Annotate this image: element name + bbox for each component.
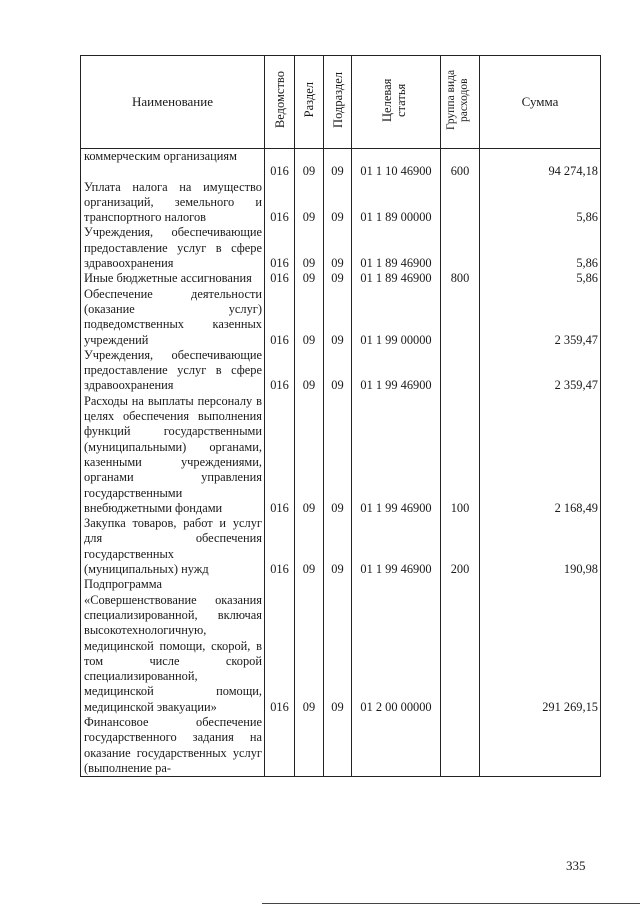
vedomstvo-cell: 016 [265,348,295,394]
table-row [81,577,601,715]
podrazdel-cell: 09 [324,516,352,577]
celevaya-cell: 01 1 99 46900 [352,394,441,516]
podrazdel-cell: 09 [324,348,352,394]
gruppa-cell: 800 [441,271,480,286]
table-row [81,164,601,179]
gruppa-cell [441,577,480,715]
celevaya-cell: 01 2 00 00000 [352,577,441,715]
gruppa-cell [441,180,480,226]
gruppa-cell [441,149,480,165]
vedomstvo-cell [265,149,295,165]
table-body [81,149,601,777]
footer-rule [262,903,640,904]
razdel-cell: 09 [295,180,324,226]
header-razdel: Раздел [295,56,324,149]
gruppa-cell [441,348,480,394]
summa-cell [480,149,601,165]
gruppa-cell [441,715,480,777]
celevaya-cell: 01 1 99 46900 [352,348,441,394]
table-row [81,516,601,577]
vedomstvo-cell: 016 [265,577,295,715]
razdel-cell: 09 [295,348,324,394]
vedomstvo-cell: 016 [265,516,295,577]
gruppa-cell: 100 [441,394,480,516]
razdel-cell: 09 [295,287,324,348]
podrazdel-cell: 09 [324,271,352,286]
summa-cell: 5,86 [480,225,601,271]
name-cell: Финансовое обеспечение государственного задания на оказание государственных услуг (выполнение ра- [81,715,265,777]
celevaya-cell [352,149,441,165]
header-vedomstvo: Ведомство [265,56,295,149]
razdel-cell [295,715,324,777]
celevaya-cell: 01 1 89 46900 [352,225,441,271]
summa-cell: 2 359,47 [480,287,601,348]
celevaya-cell: 01 1 99 00000 [352,287,441,348]
name-cell: Закупка товаров, работ и услуг для обеспечения государственных (муниципальных) нужд [81,516,265,577]
name-cell: Расходы на выплаты персоналу в целях обеспечения выполнения функций государственными (муниципальными) органами, казенными учреждениями, органами управления государственными внебюджетными фондами [81,394,265,516]
celevaya-cell: 01 1 89 00000 [352,180,441,226]
name-cell: Учреждения, обеспечивающие предоставление услуг в сфере здравоохранения [81,225,265,271]
header-podrazdel: Подраздел [324,56,352,149]
podrazdel-cell: 09 [324,577,352,715]
gruppa-cell [441,287,480,348]
celevaya-cell: 01 1 89 46900 [352,271,441,286]
name-cell: коммерческим организациям [81,149,265,165]
summa-cell [480,715,601,777]
name-cell [81,164,265,179]
vedomstvo-cell: 016 [265,394,295,516]
summa-cell: 190,98 [480,516,601,577]
razdel-cell: 09 [295,225,324,271]
vedomstvo-cell: 016 [265,271,295,286]
budget-table [80,55,601,777]
name-cell: Иные бюджетные ассигнования [81,271,265,286]
table-row [81,287,601,348]
razdel-cell: 09 [295,394,324,516]
vedomstvo-cell: 016 [265,287,295,348]
celevaya-cell: 01 1 10 46900 [352,164,441,179]
vedomstvo-cell: 016 [265,225,295,271]
table-row [81,394,601,516]
summa-cell: 2 168,49 [480,394,601,516]
header-name: Наименование [81,56,265,149]
summa-cell: 94 274,18 [480,164,601,179]
summa-cell: 5,86 [480,180,601,226]
celevaya-cell [352,715,441,777]
table-row [81,715,601,777]
table-row [81,348,601,394]
name-cell: Уплата налога на имущество организаций, земельного и транспортного налогов [81,180,265,226]
podrazdel-cell: 09 [324,164,352,179]
table-header [81,56,601,149]
name-cell: Обеспечение деятельности (оказание услуг) подведомственных казенных учреждений [81,287,265,348]
table-row [81,225,601,271]
name-cell: Подпрограмма «Совершенствование оказания специализированной, включая высокотехнологичную, медицинской помощи, скорой, в том числе скорой специализированной, медицинской помощи, медицинской эвакуации» [81,577,265,715]
podrazdel-cell: 09 [324,225,352,271]
vedomstvo-cell [265,715,295,777]
summa-cell: 291 269,15 [480,577,601,715]
podrazdel-cell [324,715,352,777]
gruppa-cell: 200 [441,516,480,577]
podrazdel-cell: 09 [324,180,352,226]
table-row [81,149,601,165]
header-gruppa: Группа вида расходов [441,56,480,149]
gruppa-cell [441,225,480,271]
header-celevaya: Целевая статья [352,56,441,149]
podrazdel-cell [324,149,352,165]
razdel-cell: 09 [295,516,324,577]
razdel-cell: 09 [295,271,324,286]
table-row [81,180,601,226]
podrazdel-cell: 09 [324,287,352,348]
gruppa-cell: 600 [441,164,480,179]
vedomstvo-cell: 016 [265,180,295,226]
summa-cell: 2 359,47 [480,348,601,394]
vedomstvo-cell: 016 [265,164,295,179]
header-summa: Сумма [480,56,601,149]
razdel-cell: 09 [295,577,324,715]
page-number: 335 [566,858,586,873]
summa-cell: 5,86 [480,271,601,286]
celevaya-cell: 01 1 99 46900 [352,516,441,577]
name-cell: Учреждения, обеспечивающие предоставление услуг в сфере здравоохранения [81,348,265,394]
razdel-cell: 09 [295,164,324,179]
razdel-cell [295,149,324,165]
podrazdel-cell: 09 [324,394,352,516]
table-row [81,271,601,286]
